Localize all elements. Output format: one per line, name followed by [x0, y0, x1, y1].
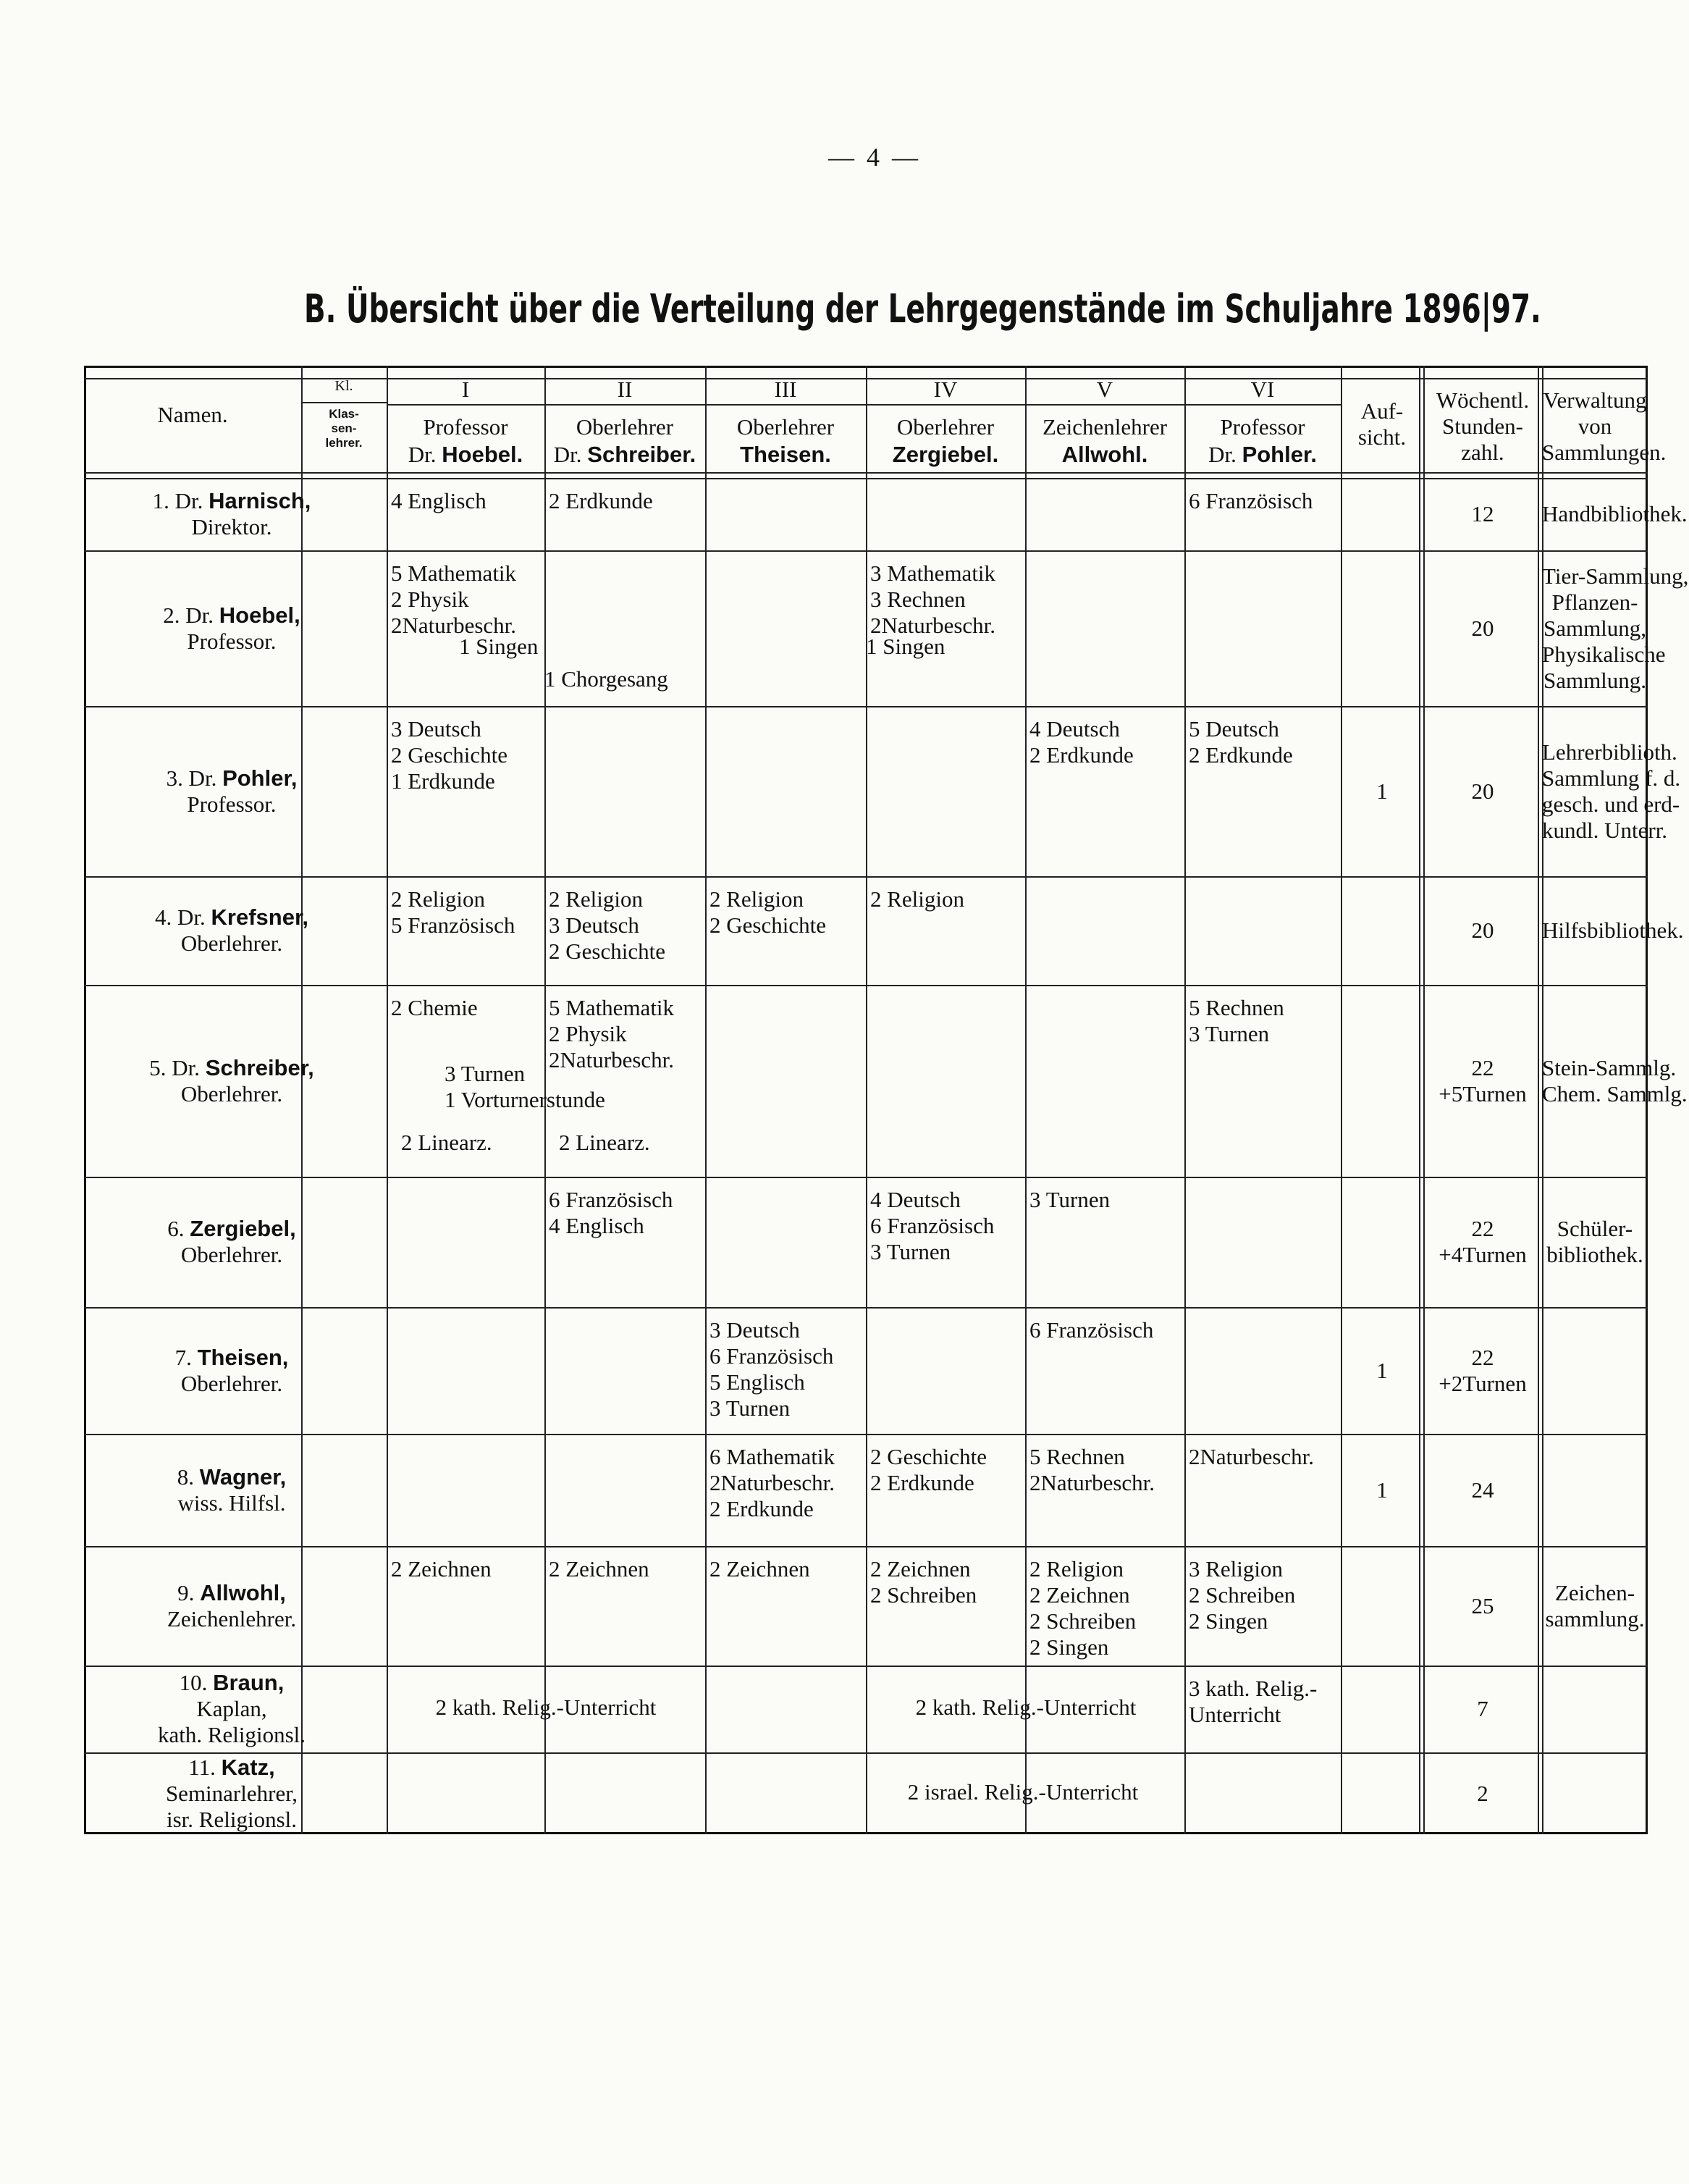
lesson-cell: 6 Französisch 4 Englisch: [549, 1187, 673, 1238]
header-aufsicht: Auf- sicht.: [1357, 398, 1407, 450]
teacher-surname: Pohler,: [222, 765, 298, 791]
header-class-4-teacher: [866, 442, 1025, 468]
teacher-prefix: Dr.: [553, 442, 588, 467]
teacher-surname: Harnisch,: [209, 488, 311, 513]
row-number: 1. Dr.: [152, 488, 209, 513]
teacher-surname: Braun,: [213, 1670, 285, 1695]
header-class-3-teacher: [705, 442, 866, 468]
header-stunden: Wöchentl. Stunden- zahl.: [1436, 387, 1530, 465]
teacher-surname: Zergiebel,: [190, 1216, 296, 1241]
lesson-cell: 5 Deutsch 2 Erdkunde: [1189, 716, 1293, 768]
teacher-prefix: Dr.: [1208, 442, 1242, 467]
lesson-cell: 2 Religion: [870, 886, 965, 912]
collection-managed: Lehrerbiblioth. Sammlung f. d. gesch. und erd- kundl. Unterr.: [1542, 739, 1681, 843]
lesson-cell: 2 Zeichnen: [709, 1556, 810, 1582]
teacher-surname: Krefsner,: [211, 904, 308, 930]
weekly-hours: 24: [1471, 1477, 1494, 1503]
lesson-span: 1 Singen: [866, 634, 945, 659]
lesson-cell: 2 Geschichte 2 Erdkunde: [870, 1444, 987, 1495]
teacher-row-name: [84, 1345, 379, 1397]
lesson-cell: 3 Turnen: [1029, 1187, 1111, 1212]
teacher-row-name: [84, 1580, 379, 1632]
teacher-row-name: [84, 1670, 379, 1748]
lesson-cell: 6 Mathematik 2Naturbeschr. 2 Erdkunde: [709, 1444, 835, 1521]
header-namen: Namen.: [157, 402, 228, 427]
row-number: 11.: [188, 1754, 222, 1780]
header-class-3-number: III: [774, 377, 797, 402]
lesson-span: 2 Linearz.: [401, 1130, 492, 1155]
header-klassenlehrer: Klas- sen- lehrer.: [325, 407, 363, 450]
column-divider: [387, 366, 388, 1834]
teacher-name: Hoebel.: [442, 442, 523, 467]
collection-managed: Stein-Sammlg. Chem. Sammlg.: [1542, 1054, 1688, 1106]
lesson-cell: 2 Religion 2 Geschichte: [709, 886, 826, 938]
lesson-cell: 4 Englisch: [391, 488, 487, 513]
collection-managed: Handbibliothek.: [1542, 501, 1688, 526]
teacher-row-name: [84, 488, 379, 540]
teacher-surname: Allwohl,: [200, 1579, 286, 1605]
lesson-span: 2 kath. Relig.-Unterricht: [435, 1694, 657, 1720]
lesson-cell: 5 Rechnen 2Naturbeschr.: [1029, 1444, 1155, 1495]
lesson-span: 1 Singen: [459, 634, 539, 659]
row-number: 7.: [174, 1344, 198, 1370]
lesson-cell: 3 Religion 2 Schreiben 2 Singen: [1189, 1556, 1296, 1634]
header-class-1-number: I: [461, 377, 470, 402]
teacher-role: Professor.: [187, 628, 277, 654]
row-number: 5. Dr.: [149, 1054, 206, 1080]
header-class-4-rank: Oberlehrer: [896, 414, 995, 440]
lesson-span: 1 Chorgesang: [544, 666, 668, 692]
collection-managed: Hilfsbibliothek.: [1542, 917, 1684, 943]
teacher-surname: Wagner,: [199, 1463, 287, 1490]
teacher-name: Theisen.: [740, 442, 831, 467]
row-number: 9.: [177, 1579, 201, 1605]
lesson-cell: 3 Mathematik 3 Rechnen 2Naturbeschr.: [870, 560, 996, 638]
teacher-role: wiss. Hilfsl.: [177, 1490, 286, 1516]
lesson-span: 2 Linearz.: [559, 1130, 650, 1155]
weekly-hours: 22 +2Turnen: [1439, 1344, 1527, 1396]
lesson-cell: 2 Chemie: [391, 995, 478, 1020]
lesson-cell: 4 Deutsch 6 Französisch 3 Turnen: [870, 1187, 995, 1264]
weekly-hours: 12: [1471, 501, 1494, 526]
row-number: 3. Dr.: [166, 765, 223, 791]
row-number: 2. Dr.: [163, 602, 219, 628]
header-class-6-number: VI: [1250, 377, 1275, 402]
collection-managed: Tier-Sammlung, Pflanzen- Sammlung, Physikalische Sammlung.: [1542, 563, 1689, 693]
teacher-surname: Theisen,: [197, 1344, 289, 1370]
row-number: 4. Dr.: [155, 904, 211, 930]
teacher-row-name: [84, 765, 379, 818]
weekly-hours: 20: [1471, 778, 1494, 804]
teacher-prefix: Dr.: [408, 442, 442, 467]
lesson-cell: 2 Erdkunde: [549, 488, 653, 513]
lesson-cell: 2 Zeichnen 2 Schreiben: [870, 1556, 977, 1608]
column-divider: [866, 366, 867, 1834]
teacher-row-name: [84, 1216, 379, 1268]
teacher-row-name: [84, 1464, 379, 1516]
header-class-3-rank: Oberlehrer: [736, 414, 835, 440]
lesson-cell: 6 Französisch: [1189, 488, 1313, 513]
column-divider-double: [1419, 366, 1420, 1834]
teacher-role: Kaplan, kath. Religionsl.: [157, 1696, 306, 1747]
weekly-hours: 2: [1477, 1780, 1488, 1806]
aufsicht-value: 1: [1376, 1477, 1388, 1503]
weekly-hours: 20: [1471, 917, 1494, 943]
header-kl: Kl.: [334, 378, 353, 394]
lesson-cell: 6 Französisch: [1029, 1317, 1154, 1343]
collection-managed: Schüler- bibliothek.: [1546, 1216, 1643, 1267]
header-class-5-number: V: [1096, 377, 1113, 402]
weekly-hours: 22 +4Turnen: [1439, 1216, 1527, 1267]
weekly-hours: 7: [1477, 1696, 1488, 1721]
lesson-span: 2 israel. Relig.-Unterricht: [907, 1778, 1139, 1805]
teacher-surname: Hoebel,: [219, 602, 300, 628]
teacher-role: Oberlehrer.: [180, 1080, 283, 1106]
teacher-role: Oberlehrer.: [180, 1370, 283, 1396]
header-class-1-teacher: [387, 442, 544, 468]
page-number: — 4 —: [828, 143, 921, 172]
weekly-hours: 25: [1471, 1592, 1494, 1618]
teacher-role: Professor.: [187, 791, 277, 817]
teacher-row-name: [84, 1055, 379, 1107]
teacher-role: Zeichenlehrer.: [167, 1605, 297, 1631]
lesson-cell: 2 Religion 5 Französisch: [391, 886, 515, 938]
collection-managed: Zeichen- sammlung.: [1545, 1579, 1645, 1631]
header-class-2-number: II: [617, 377, 633, 402]
lesson-cell: 3 Deutsch 2 Geschichte 1 Erdkunde: [391, 716, 507, 794]
aufsicht-value: 1: [1376, 1357, 1388, 1383]
header-class-4-number: IV: [933, 377, 958, 402]
header-verwaltung: Verwaltung von Sammlungen.: [1542, 387, 1667, 465]
header-class-2-rank: Oberlehrer: [576, 414, 674, 440]
teacher-role: Oberlehrer.: [180, 1242, 283, 1267]
header-class-6-teacher: [1184, 442, 1341, 468]
header-class-1-rank: Professor: [423, 414, 508, 440]
column-divider: [1025, 366, 1027, 1834]
header-class-5-teacher: [1025, 442, 1184, 468]
lesson-cell: 3 Deutsch 6 Französisch 5 Englisch 3 Turnen: [709, 1317, 834, 1421]
teacher-name: Pohler.: [1242, 442, 1317, 467]
column-divider: [1341, 366, 1342, 1834]
lesson-cell: 2 Religion 3 Deutsch 2 Geschichte: [549, 886, 665, 964]
lesson-cell: 5 Rechnen 3 Turnen: [1189, 995, 1284, 1046]
teacher-name: Schreiber.: [587, 442, 696, 467]
teacher-surname: Schreiber,: [205, 1054, 314, 1080]
teacher-row-name: [84, 904, 379, 957]
teacher-name: Zergiebel.: [892, 442, 999, 467]
teacher-surname: Katz,: [221, 1754, 275, 1780]
lesson-cell: 2Naturbeschr.: [1189, 1444, 1315, 1469]
lesson-cell: 5 Mathematik 2 Physik 2Naturbeschr.: [391, 560, 517, 638]
row-number: 10.: [179, 1670, 214, 1695]
weekly-hours: 20: [1471, 615, 1494, 641]
class-number-line: [387, 404, 1341, 406]
header-class-5-rank: Zeichenlehrer: [1042, 414, 1168, 440]
weekly-hours: 22 +5Turnen: [1439, 1054, 1527, 1106]
teacher-role: Direktor.: [191, 514, 272, 539]
teacher-name: Allwohl.: [1061, 442, 1148, 467]
lesson-cell: 5 Mathematik 2 Physik 2Naturbeschr.: [549, 995, 675, 1072]
lesson-cell: 2 Religion 2 Zeichnen 2 Schreiben 2 Singen: [1029, 1556, 1137, 1660]
column-divider: [1184, 366, 1186, 1834]
lesson-cell: 2 Zeichnen: [391, 1556, 492, 1582]
lesson-span: 3 Turnen 1 Vorturnerstunde: [445, 1061, 605, 1112]
teacher-row-name: [84, 602, 379, 655]
row-number: 8.: [177, 1463, 200, 1490]
lesson-span: 2 kath. Relig.-Unterricht: [915, 1694, 1137, 1720]
lesson-cell: 3 kath. Relig.- Unterricht: [1189, 1676, 1318, 1727]
kl-line: [301, 402, 387, 403]
lesson-cell: 4 Deutsch 2 Erdkunde: [1029, 716, 1134, 768]
teacher-row-name: [84, 1755, 379, 1833]
row-number: 6.: [167, 1216, 190, 1241]
teacher-role: Seminarlehrer, isr. Religionsl.: [165, 1780, 298, 1832]
page-title: B. Übersicht über die Verteilung der Lehrgegenstände im Schuljahre 1896|97.: [304, 286, 1541, 332]
lesson-cell: 2 Zeichnen: [549, 1556, 649, 1582]
header-class-6-rank: Professor: [1220, 414, 1305, 440]
header-class-2-teacher: [544, 442, 705, 468]
aufsicht-value: 1: [1376, 778, 1388, 804]
teacher-role: Oberlehrer.: [180, 931, 283, 956]
